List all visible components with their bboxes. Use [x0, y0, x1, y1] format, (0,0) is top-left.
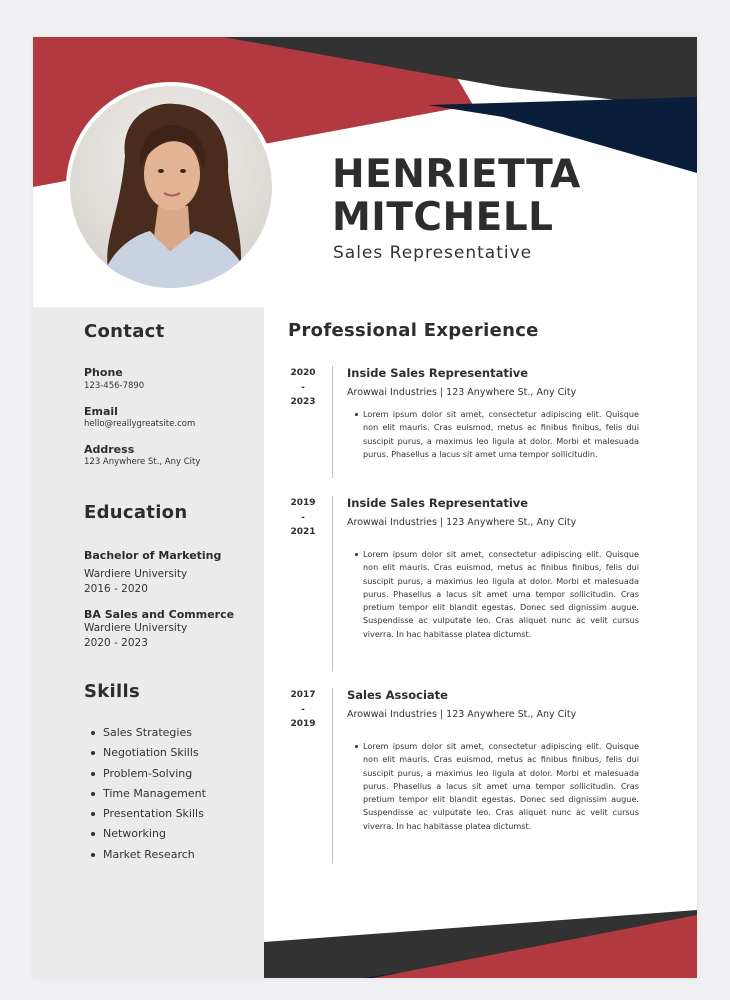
job-title: Inside Sales Representative — [347, 496, 529, 510]
job-start-year: 2020 — [290, 368, 316, 378]
candidate-role: Sales Representative — [333, 243, 533, 263]
education-degree: Bachelor of Marketing — [84, 549, 222, 562]
job-years — [273, 366, 333, 410]
name-first: HENRIETTA — [332, 152, 581, 197]
skill-item: Sales Strategies — [91, 725, 206, 745]
education-school: Wardiere University — [84, 568, 188, 580]
skills-heading: Skills — [84, 681, 140, 702]
timeline-divider — [332, 688, 333, 863]
timeline-divider — [332, 496, 333, 671]
job-title: Inside Sales Representative — [347, 366, 529, 380]
job-years — [273, 496, 333, 540]
skills-list — [91, 725, 206, 867]
job-company: Arowwai Industries | 123 Anywhere St., Any City — [347, 709, 577, 720]
job-year-separator: - — [301, 704, 305, 715]
name-last: MITCHELL — [332, 195, 554, 240]
job-end-year: 2023 — [290, 397, 316, 407]
job-description: Lorem ipsum dolor sit amet, consectetur adipiscing elit. Quisque non elit mauris. Cras euismod, metus ac finibus finibus, felis dui suscipit purus, a maximus leo ligula at dolor. Morbi et malesuada purus. Phasellus a lacus sit amet urna tempor sollicitudin. Cras pretium tempor elit blandit egestas. Donec sed dignissim augue. Suspendisse ac vulputate leo. Cras aliquet nunc ac velit cursus viverra. In hac habitasse platea dictumst. — [363, 740, 639, 833]
skill-item: Time Management — [91, 786, 206, 806]
job-end-year: 2019 — [290, 719, 316, 729]
phone-label: Phone — [84, 366, 123, 379]
job-company: Arowwai Industries | 123 Anywhere St., Any City — [347, 517, 577, 528]
education-heading: Education — [84, 502, 188, 523]
address-value: 123 Anywhere St., Any City — [84, 457, 201, 467]
profile-photo — [66, 82, 276, 292]
job-years — [273, 688, 333, 732]
education-school: Wardiere University — [84, 622, 188, 634]
candidate-name — [332, 153, 581, 239]
job-year-separator: - — [301, 382, 305, 393]
education-degree: BA Sales and Commerce — [84, 608, 235, 621]
sidebar-background — [33, 307, 264, 978]
contact-heading: Contact — [84, 321, 165, 342]
phone-value: 123-456-7890 — [84, 381, 145, 391]
skill-item: Negotiation Skills — [91, 745, 206, 765]
job-year-separator: - — [301, 512, 305, 523]
skill-item: Networking — [91, 826, 206, 846]
timeline-divider — [332, 366, 333, 478]
portrait-illustration — [70, 86, 272, 288]
experience-heading: Professional Experience — [288, 320, 539, 341]
job-company: Arowwai Industries | 123 Anywhere St., Any City — [347, 387, 577, 398]
job-description: Lorem ipsum dolor sit amet, consectetur adipiscing elit. Quisque non elit mauris. Cras euismod, metus ac finibus finibus, felis dui suscipit purus, a maximus leo ligula at dolor. Morbi et malesuada purus. Phasellus a lacus sit amet urna tempor sollicitudin. — [363, 408, 639, 461]
job-start-year: 2019 — [290, 498, 316, 508]
job-start-year: 2017 — [290, 690, 316, 700]
education-years: 2020 - 2023 — [84, 637, 148, 649]
skill-item: Market Research — [91, 847, 206, 867]
email-label: Email — [84, 405, 118, 418]
skill-item: Problem-Solving — [91, 766, 206, 786]
address-label: Address — [84, 443, 135, 456]
job-end-year: 2021 — [290, 527, 316, 537]
email-value: hello@reallygreatsite.com — [84, 419, 196, 429]
education-years: 2016 - 2020 — [84, 583, 148, 595]
job-description: Lorem ipsum dolor sit amet, consectetur adipiscing elit. Quisque non elit mauris. Cras euismod, metus ac finibus finibus, felis dui suscipit purus, a maximus leo ligula at dolor. Morbi et malesuada purus. Phasellus a lacus sit amet urna tempor sollicitudin. Cras pretium tempor elit blandit egestas. Donec sed dignissim augue. Suspendisse ac vulputate leo. Cras aliquet nunc ac velit cursus viverra. In hac habitasse platea dictumst. — [363, 548, 639, 641]
resume-page — [33, 37, 697, 978]
skill-item: Presentation Skills — [91, 806, 206, 826]
job-title: Sales Associate — [347, 688, 448, 702]
